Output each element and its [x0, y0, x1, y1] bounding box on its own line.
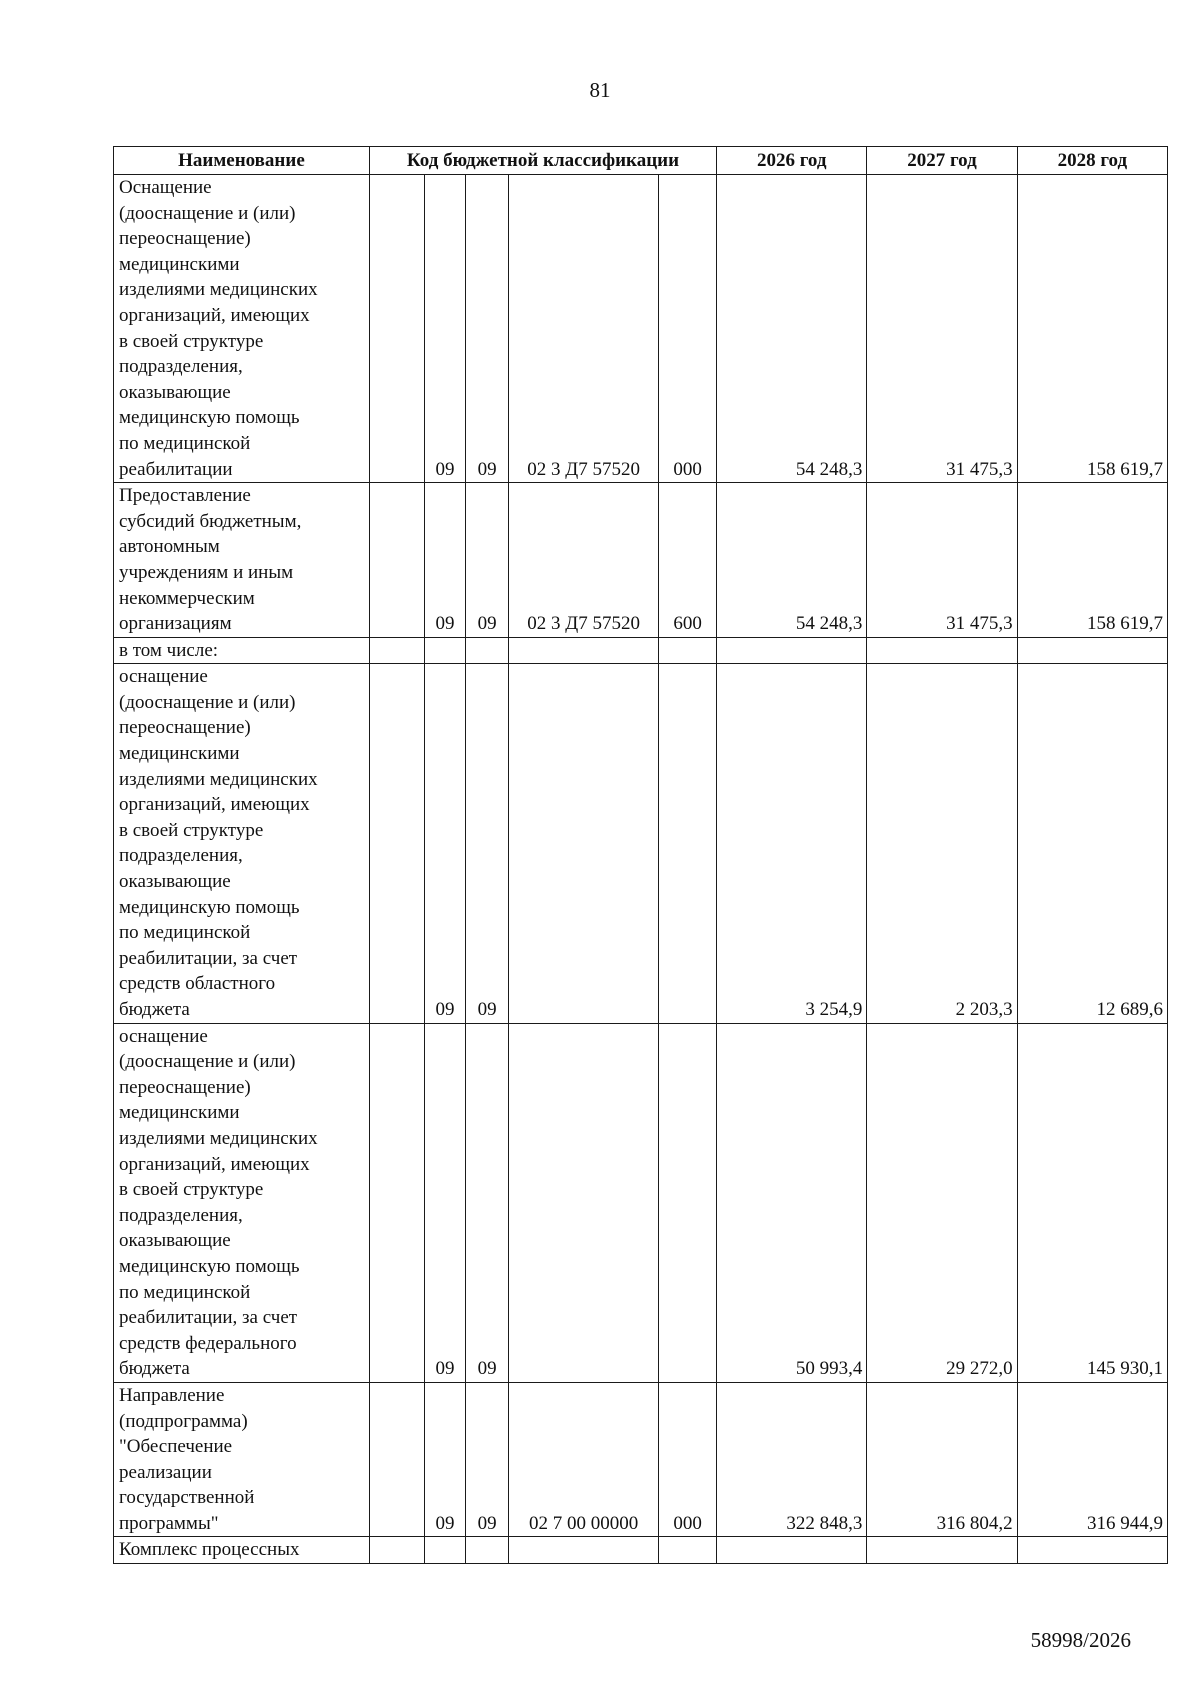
code-section-cell: [369, 637, 424, 664]
amount-2026-cell: 50 993,4: [717, 1023, 867, 1382]
row-name-cell: [114, 1537, 370, 1564]
code-section-cell: [369, 1382, 424, 1537]
code-target-article-cell: [508, 1023, 658, 1382]
row-name-cell: [114, 637, 370, 664]
code-expense-type-cell: 000: [659, 175, 717, 483]
code-division-cell: 09: [424, 175, 466, 483]
code-target-article-cell: [508, 637, 658, 664]
code-subdivision-cell: 09: [466, 664, 509, 1023]
amount-2028-cell: 158 619,7: [1017, 175, 1167, 483]
header-2027: 2027 год: [867, 147, 1017, 175]
code-expense-type-cell: [659, 664, 717, 1023]
row-name-cell: [114, 1382, 370, 1537]
row-name-text: оснащение (дооснащение и (или) переоснащение) медицинскими изделиями медицинских организаций, имеющих в своей структуре подразделения, оказывающие медицинскую помощь по медицинской реабилитации, за счет средств федерального бюджета: [119, 1025, 318, 1380]
code-subdivision-cell: 09: [466, 483, 509, 638]
amount-2027-cell: [867, 1537, 1017, 1564]
code-section-cell: [369, 664, 424, 1023]
code-target-article-cell: [508, 1537, 658, 1564]
code-target-article-cell: 02 3 Д7 57520: [508, 483, 658, 638]
code-section-cell: [369, 1023, 424, 1382]
amount-2026-cell: 54 248,3: [717, 175, 867, 483]
row-name-cell: [114, 1023, 370, 1382]
table-row: [114, 1023, 1168, 1382]
amount-2028-cell: 316 944,9: [1017, 1382, 1167, 1537]
code-target-article-cell: 02 7 00 00000: [508, 1382, 658, 1537]
table-row: [114, 483, 1168, 638]
code-expense-type-cell: [659, 637, 717, 664]
code-division-cell: 09: [424, 1023, 466, 1382]
code-division-cell: 09: [424, 664, 466, 1023]
row-name-text: Комплекс процессных: [119, 1539, 300, 1561]
code-division-cell: [424, 1537, 466, 1564]
code-section-cell: [369, 1537, 424, 1564]
amount-2028-cell: [1017, 1537, 1167, 1564]
code-target-article-cell: [508, 664, 658, 1023]
amount-2028-cell: [1017, 637, 1167, 664]
code-expense-type-cell: 600: [659, 483, 717, 638]
row-name-text: Оснащение (дооснащение и (или) переоснащение) медицинскими изделиями медицинских организаций, имеющих в своей структуре подразделения, оказывающие медицинскую помощь по медицинской реабилитации: [119, 177, 318, 480]
amount-2026-cell: 322 848,3: [717, 1382, 867, 1537]
row-name-text: в том числе:: [119, 639, 219, 661]
document-number: 58998/2026: [1030, 1628, 1131, 1652]
amount-2026-cell: [717, 1537, 867, 1564]
code-subdivision-cell: 09: [466, 175, 509, 483]
code-expense-type-cell: 000: [659, 1382, 717, 1537]
table-header-row: [114, 147, 1168, 175]
row-name-text: Направление (подпрограмма) "Обеспечение реализации государственной программы": [119, 1384, 255, 1534]
table-row: [114, 664, 1168, 1023]
table-row: [114, 1537, 1168, 1564]
amount-2027-cell: 31 475,3: [867, 483, 1017, 638]
code-division-cell: 09: [424, 483, 466, 638]
code-subdivision-cell: 09: [466, 1382, 509, 1537]
code-expense-type-cell: [659, 1023, 717, 1382]
table-row: [114, 1382, 1168, 1537]
header-budget-code: Код бюджетной классификации: [369, 147, 716, 175]
amount-2027-cell: 31 475,3: [867, 175, 1017, 483]
code-expense-type-cell: [659, 1537, 717, 1564]
amount-2028-cell: 145 930,1: [1017, 1023, 1167, 1382]
table-row: [114, 637, 1168, 664]
code-target-article-cell: 02 3 Д7 57520: [508, 175, 658, 483]
budget-table: [113, 146, 1168, 1564]
table-body: [114, 175, 1168, 1564]
code-subdivision-cell: 09: [466, 1023, 509, 1382]
row-name-text: оснащение (дооснащение и (или) переоснащение) медицинскими изделиями медицинских организаций, имеющих в своей структуре подразделения, оказывающие медицинскую помощь по медицинской реабилитации, за счет средств областного бюджета: [119, 666, 318, 1020]
header-2026: 2026 год: [717, 147, 867, 175]
code-subdivision-cell: [466, 1537, 509, 1564]
amount-2027-cell: 316 804,2: [867, 1382, 1017, 1537]
amount-2028-cell: 12 689,6: [1017, 664, 1167, 1023]
row-name-cell: [114, 483, 370, 638]
code-division-cell: [424, 637, 466, 664]
amount-2028-cell: 158 619,7: [1017, 483, 1167, 638]
header-2028: 2028 год: [1017, 147, 1167, 175]
amount-2027-cell: 29 272,0: [867, 1023, 1017, 1382]
code-subdivision-cell: [466, 637, 509, 664]
amount-2026-cell: 3 254,9: [717, 664, 867, 1023]
code-section-cell: [369, 483, 424, 638]
code-division-cell: 09: [424, 1382, 466, 1537]
header-name: Наименование: [114, 147, 370, 175]
amount-2027-cell: 2 203,3: [867, 664, 1017, 1023]
amount-2027-cell: [867, 637, 1017, 664]
amount-2026-cell: 54 248,3: [717, 483, 867, 638]
row-name-cell: [114, 175, 370, 483]
page-number: 81: [589, 78, 611, 102]
row-name-cell: [114, 664, 370, 1023]
table-row: [114, 175, 1168, 483]
code-section-cell: [369, 175, 424, 483]
row-name-text: Предоставление субсидий бюджетным, автономным учреждениям и иным некоммерческим организациям: [119, 485, 302, 635]
amount-2026-cell: [717, 637, 867, 664]
